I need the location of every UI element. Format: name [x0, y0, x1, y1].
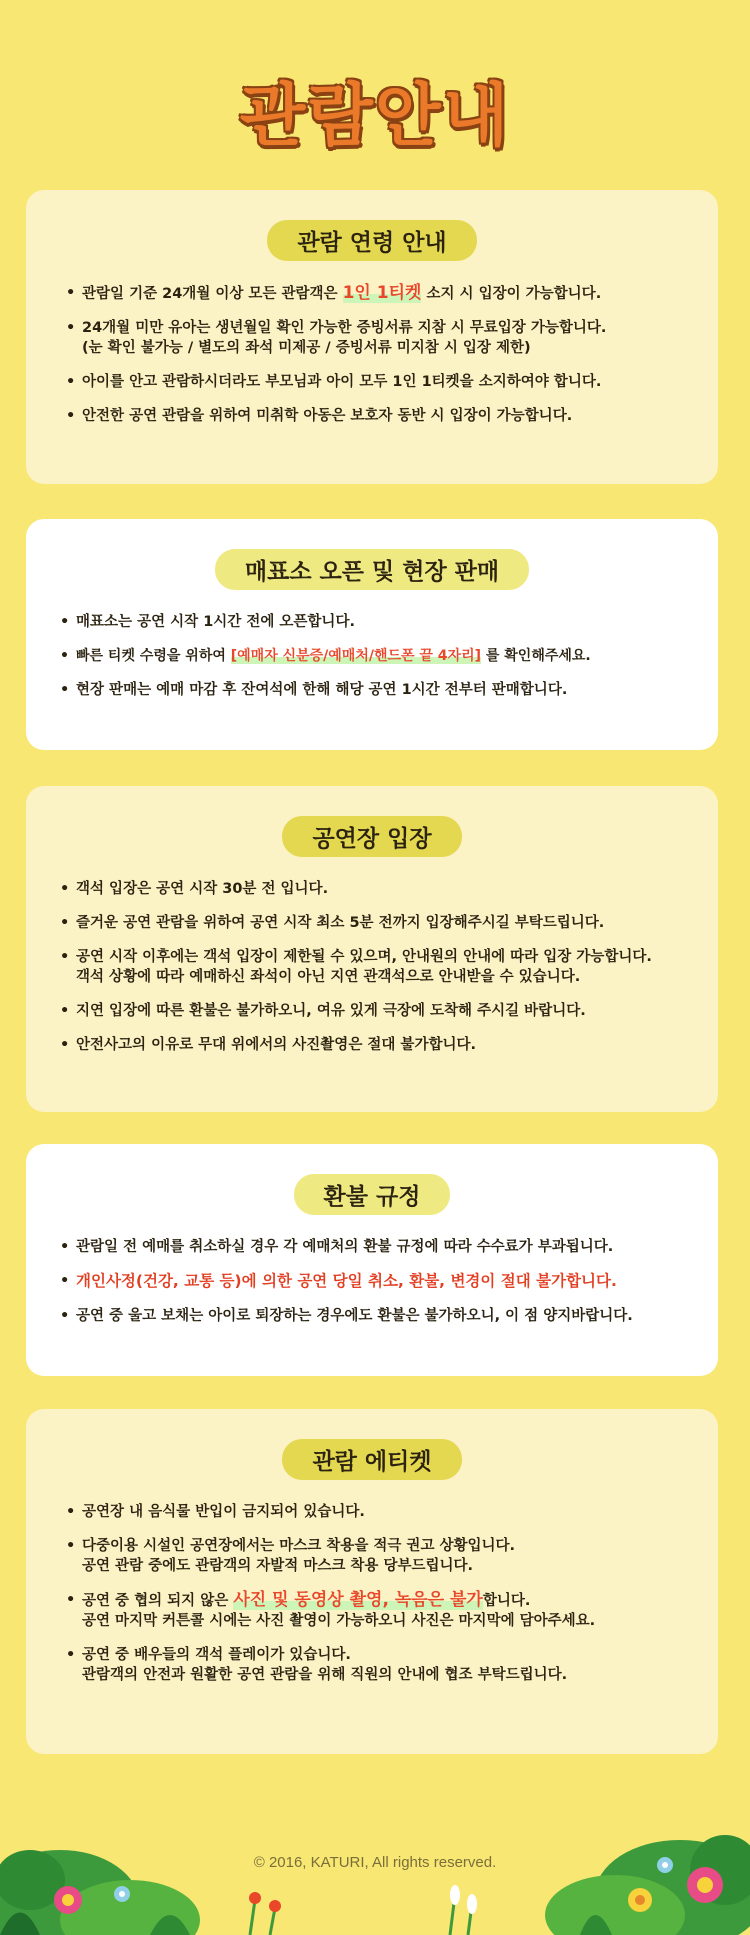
page-title: 관람안내	[239, 77, 511, 156]
list-item: • 빠른 티켓 수령을 위하여 [예매자 신분증/예매처/핸드폰 끝 4자리] 를 확인해주세요.	[60, 646, 692, 666]
bush-left-illustration	[0, 1820, 210, 1935]
section-title: 관람 연령 안내	[267, 220, 476, 261]
list-item: • 24개월 미만 유아는 생년월일 확인 가능한 증빙서류 지참 시 무료입장 가능합니다. (눈 확인 불가능 / 별도의 좌석 미제공 / 증빙서류 미지참 시 입장 제한)	[66, 318, 692, 358]
list-item: • 공연장 내 음식물 반입이 금지되어 있습니다.	[66, 1502, 692, 1522]
list-item: • 안전한 공연 관람을 위하여 미취학 아동은 보호자 동반 시 입장이 가능합니다.	[66, 406, 692, 426]
list-item: • 아이를 안고 관람하시더라도 부모님과 아이 모두 1인 1티켓을 소지하여야 합니다.	[66, 372, 692, 392]
flower-stems-illustration	[240, 1880, 520, 1935]
list-item: • 다중이용 시설인 공연장에서는 마스크 착용을 적극 권고 상황입니다. 공연 관람 중에도 관람객의 자발적 마스크 착용 당부드립니다.	[66, 1536, 692, 1576]
section-title: 공연장 입장	[282, 816, 461, 857]
section-title: 관람 에티켓	[282, 1439, 461, 1480]
section-title: 환불 규정	[294, 1174, 451, 1215]
list-item: • 관람일 전 예매를 취소하실 경우 각 예매처의 환불 규정에 따라 수수료가 부과됩니다.	[60, 1237, 692, 1257]
section-title: 매표소 오픈 및 현장 판매	[215, 549, 529, 590]
list-item: • 지연 입장에 따른 환불은 불가하오니, 여유 있게 극장에 도착해 주시길 바랍니다.	[60, 1001, 692, 1021]
section-box-office	[26, 519, 718, 750]
section-viewing-age	[26, 190, 718, 484]
section-etiquette	[26, 1409, 718, 1754]
warning-text: 개인사정(건강, 교통 등)에 의한 공연 당일 취소, 환불, 변경이 절대 불가합니다.	[76, 1272, 617, 1290]
highlight-text: 사진 및 동영상 촬영, 녹음은 불가	[233, 1590, 483, 1610]
list-item: • 안전사고의 이유로 무대 위에서의 사진촬영은 절대 불가합니다.	[60, 1035, 692, 1055]
highlight-text: [예매자 신분증/예매처/핸드폰 끝 4자리]	[230, 648, 481, 664]
bush-right-illustration	[520, 1815, 750, 1935]
highlight-text: 1인 1티켓	[342, 283, 422, 303]
list-item: • 객석 입장은 공연 시작 30분 전 입니다.	[60, 879, 692, 899]
section-entrance	[26, 786, 718, 1112]
list-item: • 현장 판매는 예매 마감 후 잔여석에 한해 해당 공연 1시간 전부터 판매합니다.	[60, 680, 692, 700]
list-item: • 매표소는 공연 시작 1시간 전에 오픈합니다.	[60, 612, 692, 632]
list-item: • 공연 중 협의 되지 않은 사진 및 동영상 촬영, 녹음은 불가합니다. 공연 마지막 커튼콜 시에는 사진 촬영이 가능하오니 사진은 마지막에 담아주세요.	[66, 1590, 692, 1631]
copyright-footer: © 2016, KATURI, All rights reserved.	[253, 1854, 497, 1871]
list-item: • 공연 중 울고 보채는 아이로 퇴장하는 경우에도 환불은 불가하오니, 이 점 양지바랍니다.	[60, 1306, 692, 1326]
list-item: • 즐거운 공연 관람을 위하여 공연 시작 최소 5분 전까지 입장해주시길 부탁드립니다.	[60, 913, 692, 933]
list-item: • 관람일 기준 24개월 이상 모든 관람객은 1인 1티켓 소지 시 입장이 가능합니다.	[66, 283, 692, 304]
list-item	[60, 1271, 692, 1292]
section-refund	[26, 1144, 718, 1376]
list-item: • 공연 시작 이후에는 객석 입장이 제한될 수 있으며, 안내원의 안내에 따라 입장 가능합니다. 객석 상황에 따라 예매하신 좌석이 아닌 지연 관객석으로 안내받을 수 있습니다.	[60, 947, 692, 987]
list-item: • 공연 중 배우들의 객석 플레이가 있습니다. 관람객의 안전과 원활한 공연 관람을 위해 직원의 안내에 협조 부탁드립니다.	[66, 1645, 692, 1685]
